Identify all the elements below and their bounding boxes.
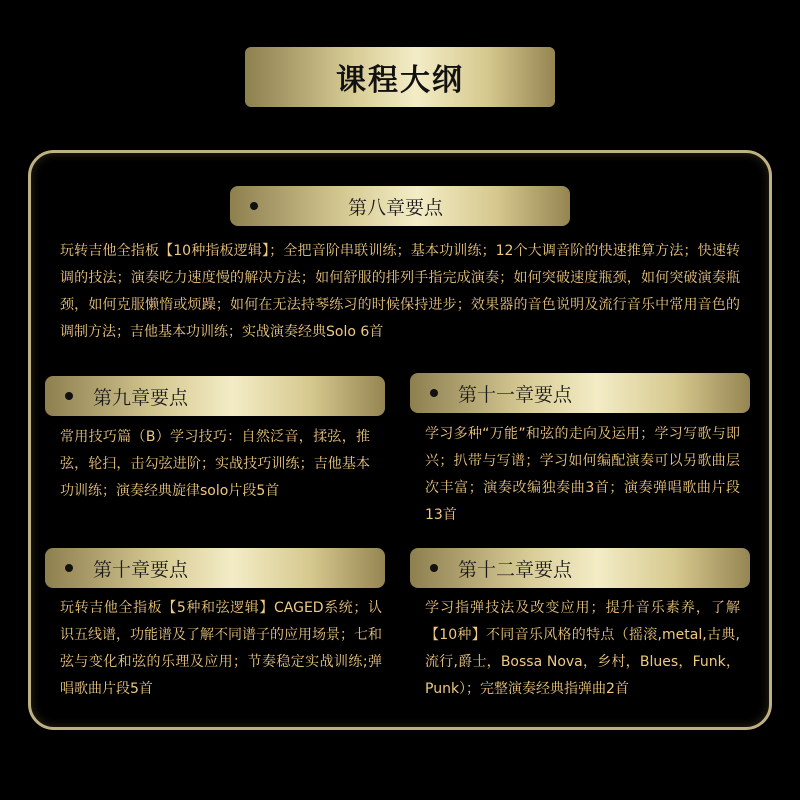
chapter-10-body: 玩转吉他全指板【5种和弦逻辑】CAGED系统；认识五线谱，功能谱及了解不同谱子的应用场景；七和弦与变化和弦的乐理及应用；节奏稳定实战训练;弹唱歌曲片段5首 <box>60 600 382 697</box>
chapter-8-header <box>230 186 570 226</box>
chapter-9-heading: 第九章要点 <box>93 386 189 409</box>
chapter-8-body: 玩转吉他全指板【10种指板逻辑】；全把音阶串联训练；基本功训练；12个大调音阶的快速推算方法；快速转调的技法；演奏吃力速度慢的解决方法；如何舒服的排列手指完成演奏；如何突破速度瓶颈，如何突破演奏瓶颈，如何克服懒惰或烦躁；如何在无法持琴练习的时候保持进步；效果器的音色说明及流行音乐中常用音色的调制方法；吉他基本功训练；实战演奏经典Solo 6首 <box>60 243 740 340</box>
title-banner <box>245 47 555 107</box>
bullet-dot-icon <box>250 202 258 210</box>
chapter-9-body: 常用技巧篇（B）学习技巧：自然泛音，揉弦，推弦，轮扫，击勾弦进阶；实战技巧训练；吉他基本功训练；演奏经典旋律solo片段5首 <box>60 429 370 499</box>
chapter-11-body: 学习多种“万能”和弦的走向及运用；学习写歌与即兴；扒带与写谱；学习如何编配演奏可以另歌曲层次丰富；演奏改编独奏曲3首；演奏弹唱歌曲片段13首 <box>425 426 740 523</box>
chapter-11-header <box>410 373 750 413</box>
bullet-dot-icon <box>65 564 73 572</box>
chapter-11-heading: 第十一章要点 <box>458 383 573 406</box>
bullet-dot-icon <box>430 564 438 572</box>
page-title: 课程大纲 <box>336 63 464 98</box>
bullet-dot-icon <box>430 389 438 397</box>
chapter-12-heading: 第十二章要点 <box>458 558 573 581</box>
chapter-10-header <box>45 548 385 588</box>
bullet-dot-icon <box>65 392 73 400</box>
chapter-12-body: 学习指弹技法及改变应用；提升音乐素养，了解【10种】不同音乐风格的特点（摇滚,metal,古典,流行,爵士，Bossa Nova，乡村，Blues，Funk，Punk）；完整演奏经典指弹曲2首 <box>425 600 740 697</box>
chapter-9-header <box>45 376 385 416</box>
chapter-12-header <box>410 548 750 588</box>
chapter-8-heading: 第八章要点 <box>348 196 444 219</box>
chapter-10-heading: 第十章要点 <box>93 558 189 581</box>
